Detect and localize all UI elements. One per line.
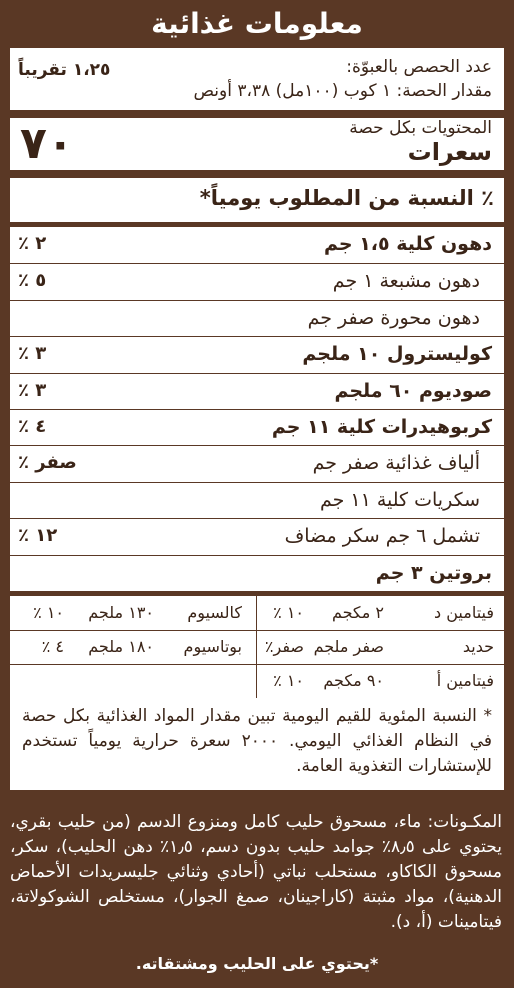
nutrient-row <box>10 445 504 482</box>
nutrient-row <box>10 263 504 300</box>
allergen-statement: *يحتوي على الحليب ومشتقاته. <box>135 954 379 973</box>
serving-info <box>10 48 504 110</box>
vitamin-left-pct: ٤ ٪ <box>41 637 64 656</box>
vitamin-right-pct: ١٠ ٪ <box>273 671 304 690</box>
serving-size: مقدار الحصة: ١ كوب (١٠٠مل) ٣،٣٨ أونص <box>193 81 492 101</box>
daily-value-header-text: ٪ النسبة من المطلوب يومياً* <box>199 186 494 210</box>
calories-value: ٧٠ <box>20 118 74 169</box>
vitamin-left-pct: ١٠ ٪ <box>33 603 64 622</box>
nutrient-row <box>10 336 504 373</box>
nutrient-row <box>10 300 504 337</box>
vitamin-table <box>10 596 504 698</box>
vitamin-right-name: فيتامين أ <box>436 671 494 690</box>
nutrient-row <box>10 482 504 519</box>
vitamin-right-amount: ٩٠ مكجم <box>323 671 384 690</box>
nutrient-row <box>10 373 504 410</box>
vitamin-row-divider <box>10 664 504 665</box>
vitamin-row <box>10 664 504 698</box>
nutrient-row <box>10 227 504 264</box>
vitamin-left-amount: ١٨٠ ملجم <box>88 637 154 656</box>
daily-value-header <box>10 178 504 222</box>
calories-section <box>10 118 504 170</box>
nutrient-percent: ٢ ٪ <box>18 233 47 254</box>
vitamin-left-amount: ١٣٠ ملجم <box>88 603 154 622</box>
label-title: معلومات غذائية <box>151 7 363 40</box>
vitamin-right-pct: ١٠ ٪ <box>273 603 304 622</box>
nutrient-row <box>10 518 504 555</box>
nutrient-label: كربوهيدرات كلية ١١ جم <box>271 416 492 438</box>
nutrient-label: بروتين ٣ جم <box>375 561 492 584</box>
ingredients-text: المكـونات: ماء، مسحوق حليب كامل ومنزوع الدسم (من حليب بقري، يحتوي على ٨٫٥٪ جوامد حليب بدون دسم، ١٫٥٪ دهن الحليب)، سكر، مسحوق الكاكاو، مستحلب نباتي (أحادي وثنائي جليسريدات الأحماض الدهنية)، مواد مثبتة (كاراجينان، صمغ الجوار)، مستخلص الشوكولاتة، فيتامينات (أ، د). <box>10 812 503 932</box>
calories-label: سعرات <box>407 138 492 166</box>
nutrient-label: ألياف غذائية صفر جم <box>312 452 480 475</box>
vitamin-row <box>10 630 504 664</box>
nutrient-row <box>10 555 504 592</box>
nutrient-label: سكريات كلية ١١ جم <box>319 488 480 511</box>
nutrient-percent: ٤ ٪ <box>18 416 47 437</box>
nutrient-percent: صفر ٪ <box>18 452 77 474</box>
vitamin-right-amount: ٢ مكجم <box>331 603 384 622</box>
vitamin-row <box>10 596 504 630</box>
vitamin-left-name: كالسيوم <box>187 603 242 622</box>
per-serving-label: المحتويات بكل حصة <box>349 118 492 138</box>
nutrient-percent: ١٢ ٪ <box>18 525 58 547</box>
vitamin-right-name: فيتامين د <box>434 603 494 622</box>
footnote: * النسبة المئوية للقيم اليومية تبين مقدار المواد الغذائية بكل حصة في النظام الغذائي اليومي. ٢٠٠٠ سعرة حرارية يومياً تستخدم للإستشارات التغذوية العامة. <box>22 706 492 776</box>
servings-per-container: عدد الحصص بالعبوّة: <box>346 57 492 77</box>
servings-value: ١،٢٥ تقريباً <box>18 60 111 80</box>
title-bar <box>0 0 514 48</box>
nutrient-row <box>10 409 504 446</box>
nutrient-label: صوديوم ٦٠ ملجم <box>334 379 492 402</box>
vitamin-row-divider <box>10 630 504 631</box>
nutrient-percent: ٣ ٪ <box>18 379 47 401</box>
vitamin-right-amount: صفر ملجم <box>313 637 384 656</box>
ingredients-section <box>0 796 514 988</box>
vitamin-right-pct: صفر٪ <box>264 637 304 656</box>
nutrient-label: تشمل ٦ جم سكر مضاف <box>284 525 480 548</box>
nutrient-label: دهون كلية ١،٥ جم <box>323 233 492 255</box>
nutrient-table <box>10 227 504 591</box>
nutrient-percent: ٣ ٪ <box>18 343 47 365</box>
nutrient-label: كوليسترول ١٠ ملجم <box>302 343 492 366</box>
nutrient-percent: ٥ ٪ <box>18 270 47 292</box>
vitamin-right-name: حديد <box>462 637 494 656</box>
vitamin-left-name: بوتاسيوم <box>183 637 242 656</box>
nutrient-label: دهون مشبعة ١ جم <box>332 270 480 293</box>
nutrient-label: دهون محورة صفر جم <box>307 306 480 329</box>
footnote-section <box>10 698 504 790</box>
